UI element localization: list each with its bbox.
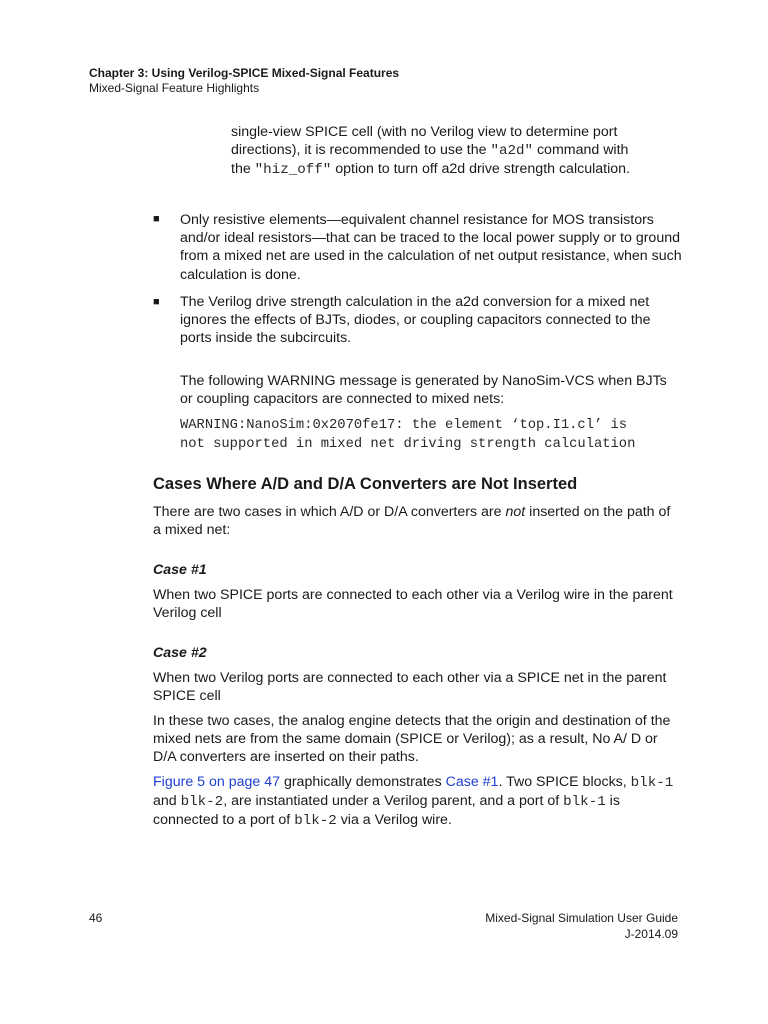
figure-paragraph xyxy=(153,773,678,831)
figure-5-link[interactable]: Figure 5 on page 47 xyxy=(153,774,280,790)
case-2-title: Case #2 xyxy=(153,645,207,661)
figure-text-1: graphically demonstrates xyxy=(280,774,446,790)
bullet-marker-2: ■ xyxy=(153,296,160,308)
figure-text-2: . Two SPICE blocks, xyxy=(498,774,631,790)
bullet-item-2: The Verilog drive strength calculation in the a2d conversion for a mixed net ignores the effects of BJTs, diodes, or coupling capacitors connected to the ports inside the subcircuits. xyxy=(180,294,651,347)
blk-2-code: blk-2 xyxy=(180,794,224,811)
case-1-link[interactable]: Case #1 xyxy=(445,774,499,790)
section-heading: Cases Where A/D and D/A Converters are Not Inserted xyxy=(153,475,578,493)
chapter-title: Chapter 3: Using Verilog-SPICE Mixed-Signal Features xyxy=(89,66,400,80)
hiz-off-code: "hiz_off" xyxy=(254,162,332,179)
section-intro-text-1: There are two cases in which A/D or D/A converters are xyxy=(153,504,506,520)
section-intro-text-2: inserted on the path of a mixed net: xyxy=(153,504,671,539)
guide-title: Mixed-Signal Simulation User Guide xyxy=(485,911,678,925)
intro-text-3: option to turn off a2d drive strength calculation. xyxy=(331,161,630,178)
analysis-paragraph: In these two cases, the analog engine detects that the origin and destination of the mixed nets are from the same domain (SPICE or Verilog); as a result, No A/ D or D/A converters are inserted on their paths. xyxy=(153,713,671,766)
section-intro-emphasis: not xyxy=(505,504,526,520)
warning-code-block: WARNING:NanoSim:0x2070fe17: the element ‘top.I1.cl’ is not supported in mixed net driving strength calculation xyxy=(180,418,636,452)
figure-text-4: , are instantiated under a Verilog parent, and a port of xyxy=(223,793,564,810)
intro-text-1: single-view SPICE cell (with no Verilog view to determine port directions), it is recommended to use the xyxy=(231,124,618,159)
case-2-text: When two Verilog ports are connected to each other via a SPICE net in the parent SPICE cell xyxy=(153,670,667,705)
figure-text-3: and xyxy=(153,793,181,810)
bullet-item-1: Only resistive elements—equivalent channel resistance for MOS transistors and/or ideal resistors—that can be traced to the local power supply or to ground from a mixed net are used in the calculation of net output resistance, when such calculation is done. xyxy=(180,212,682,283)
page-number: 46 xyxy=(89,911,103,925)
intro-text-2: command with the xyxy=(231,142,629,178)
intro-paragraph xyxy=(231,123,651,180)
section-intro xyxy=(153,503,673,539)
blk-1-code-second: blk-1 xyxy=(563,794,606,811)
guide-version: J-2014.09 xyxy=(624,927,678,941)
warning-intro: The following WARNING message is generated by NanoSim-VCS when BJTs or coupling capacitors are connected to mixed nets: xyxy=(180,373,667,408)
a2d-code: "a2d" xyxy=(490,143,534,160)
case-1-title: Case #1 xyxy=(153,562,207,578)
blk-2-code-second: blk-2 xyxy=(294,813,337,830)
blk-1-code: blk-1 xyxy=(630,775,674,791)
bullet-marker-1: ■ xyxy=(153,213,160,225)
figure-text-5: is connected to a port of xyxy=(153,793,620,829)
figure-text-6: via a Verilog wire. xyxy=(336,812,452,829)
section-title: Mixed-Signal Feature Highlights xyxy=(89,81,260,95)
case-1-text: When two SPICE ports are connected to each other via a Verilog wire in the parent Verilog cell xyxy=(153,587,673,622)
